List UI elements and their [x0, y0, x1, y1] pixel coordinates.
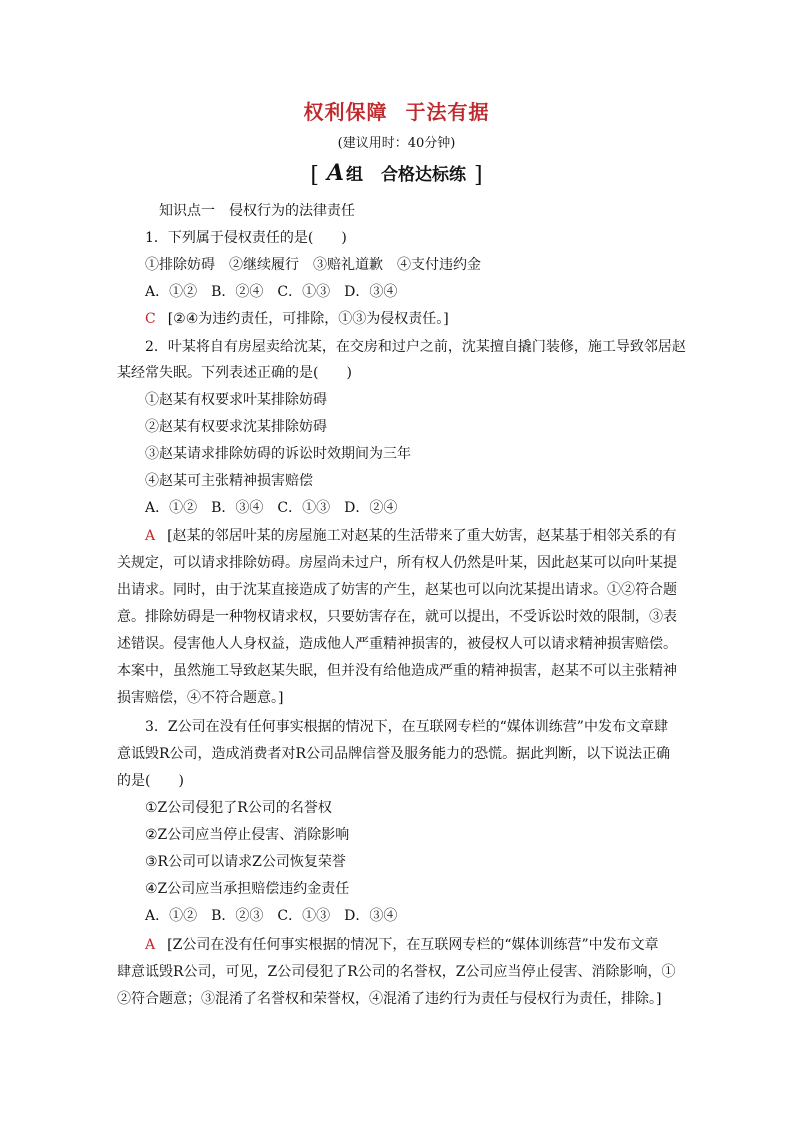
q1-options: ①排除妨碍 ②继续履行 ③赔礼道歉 ④支付违约金 [145, 257, 481, 273]
q3-answer [145, 934, 659, 954]
group-bracket-right: ] [474, 163, 483, 188]
q2-stem-line-1: 2．叶某将自有房屋卖给沈某，在交房和过户之前，沈某擅自撬门装修，施工导致邻居赵 [145, 339, 686, 355]
group-name: 合格达标练 [381, 165, 467, 185]
q2-explanation-line-4: 意。排除妨碍是一种物权请求权，只要妨害存在，就可以提出，不受诉讼时效的限制，③表 [117, 609, 677, 625]
q2-answer [145, 525, 677, 545]
suggested-time: (建议用时：40分钟) [337, 136, 456, 151]
group-heading [0, 160, 793, 188]
q2-explanation-line-6: 本案中，虽然施工导致赵某失眠，但并没有给他造成严重的精神损害，赵某不可以主张精神 [117, 663, 677, 679]
group-letter: A [326, 160, 345, 186]
q2-answer-letter: A [145, 528, 156, 544]
q2-explanation-line-5: 述错误。侵害他人人身权益，造成他人严重精神损害的，被侵权人可以请求精神损害赔偿。 [117, 636, 677, 652]
q1-answer-letter: C [145, 311, 156, 327]
q1-answer [145, 308, 449, 328]
q1-choices: A．①② B．②④ C．①③ D．③④ [145, 284, 398, 300]
title-part-2: 于法有据 [405, 100, 490, 124]
q2-explanation-line-2: 关规定，可以请求排除妨碍。房屋尚未过户，所有权人仍然是叶某，因此赵某可以向叶某提 [117, 555, 677, 571]
q2-explanation-line-7: 损害赔偿，④不符合题意。] [117, 690, 284, 706]
q3-explanation-line-3: ②符合题意；③混淆了名誉权和荣誉权，④混淆了违约行为责任与侵权行为责任，排除。] [117, 991, 662, 1007]
group-word: 组 [346, 165, 364, 185]
group-bracket-left: [ [310, 163, 319, 188]
q2-stem-line-2: 某经常失眠。下列表述正确的是( ) [117, 365, 352, 381]
page-title [0, 96, 793, 125]
q3-stem-line-2: 意诋毁R公司，造成消费者对R公司品牌信誉及服务能力的恐慌。据此判断，以下说法正确 [117, 746, 671, 762]
q3-explanation-line-1: [Z公司在没有任何事实根据的情况下，在互联网专栏的“媒体训练营”中发布文章 [167, 937, 659, 953]
q2-explanation-line-3: 出请求。同时，由于沈某直接造成了妨害的产生，赵某也可以向沈某提出请求。①②符合题 [117, 582, 677, 598]
q2-choices: A．①② B．③④ C．①③ D．②④ [145, 500, 398, 516]
q3-choices: A．①② B．②③ C．①③ D．③④ [145, 908, 398, 924]
q3-option-2: ②Z公司应当停止侵害、消除影响 [145, 827, 350, 843]
section-heading: 知识点一 侵权行为的法律责任 [159, 203, 355, 219]
q3-stem-line-3: 的是( ) [117, 773, 184, 789]
q2-option-4: ④赵某可主张精神损害赔偿 [145, 473, 313, 489]
q3-explanation-line-2: 肆意诋毁R公司，可见，Z公司侵犯了R公司的名誉权，Z公司应当停止侵害、消除影响，① [117, 964, 676, 980]
q3-option-1: ①Z公司侵犯了R公司的名誉权 [145, 800, 332, 816]
q3-answer-letter: A [145, 937, 156, 953]
title-part-1: 权利保障 [303, 100, 388, 124]
q3-stem-line-1: 3．Z公司在没有任何事实根据的情况下，在互联网专栏的“媒体训练营”中发布文章肆 [145, 719, 668, 735]
q3-option-4: ④Z公司应当承担赔偿违约金责任 [145, 881, 350, 897]
q1-explanation: [②④为违约责任，可排除，①③为侵权责任。] [167, 311, 449, 327]
q2-option-3: ③赵某请求排除妨碍的诉讼时效期间为三年 [145, 446, 411, 462]
q2-option-2: ②赵某有权要求沈某排除妨碍 [145, 419, 327, 435]
q2-explanation-line-1: [赵某的邻居叶某的房屋施工对赵某的生活带来了重大妨害，赵某基于相邻关系的有 [167, 528, 677, 544]
q1-stem: 1．下列属于侵权责任的是( ) [145, 230, 347, 246]
q2-option-1: ①赵某有权要求叶某排除妨碍 [145, 392, 327, 408]
q3-option-3: ③R公司可以请求Z公司恢复荣誉 [145, 854, 346, 870]
